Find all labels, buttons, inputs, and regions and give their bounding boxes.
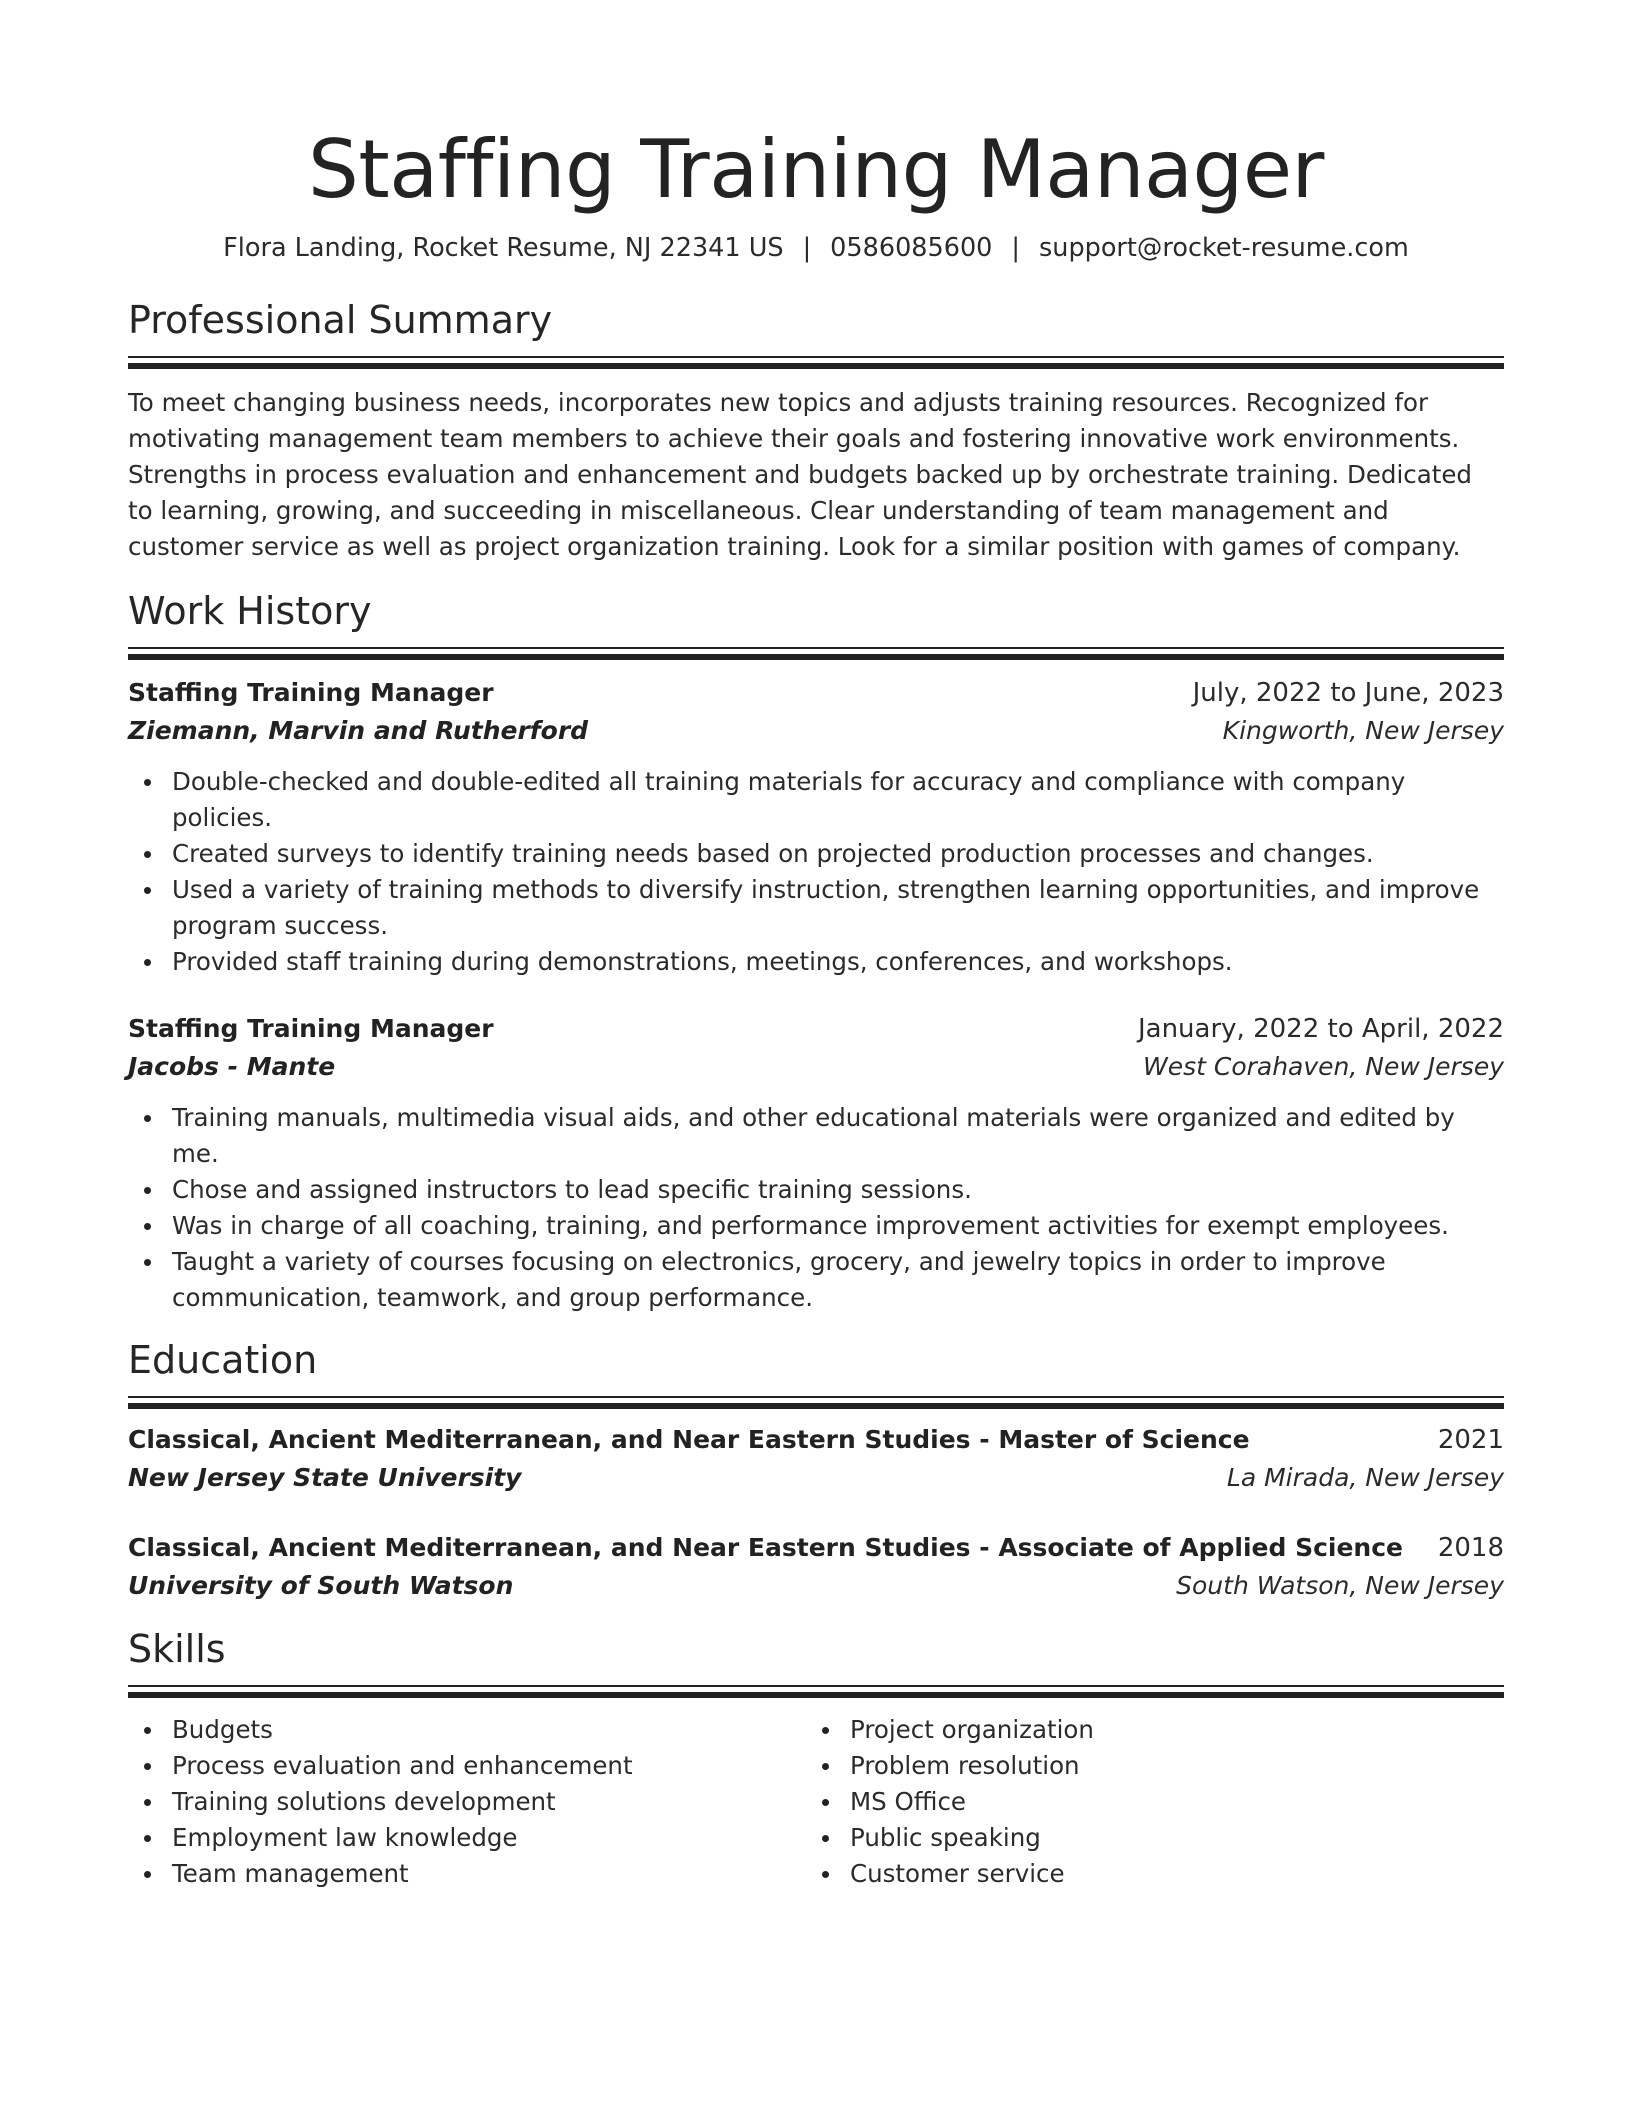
work-history-section: [128, 587, 1504, 1316]
skill-item: Process evaluation and enhancement: [128, 1748, 806, 1784]
school-location: La Mirada, New Jersey: [1226, 1463, 1504, 1492]
resume-page: [128, 120, 1504, 1892]
job-company: Ziemann, Marvin and Rutherford: [128, 716, 589, 745]
skill-item: Problem resolution: [806, 1748, 1484, 1784]
school-location: South Watson, New Jersey: [1176, 1571, 1504, 1600]
job-location: Kingworth, New Jersey: [1222, 716, 1504, 745]
contact-email: support@rocket-resume.com: [1039, 233, 1409, 263]
contact-separator: |: [802, 233, 812, 263]
list-item: Was in charge of all coaching, training, and performance improvement activities for exempt employees.: [128, 1208, 1504, 1244]
contact-separator: |: [1011, 233, 1021, 263]
job-bullets: [128, 1100, 1504, 1316]
education-entry: [128, 1421, 1504, 1497]
skills-column-left: [128, 1712, 806, 1892]
contact-address: Flora Landing, Rocket Resume, NJ 22341 US: [223, 233, 784, 263]
section-divider: [128, 1685, 1504, 1700]
contact-phone: 0586085600: [830, 233, 993, 263]
skill-item: Training solutions development: [128, 1784, 806, 1820]
summary-text: To meet changing business needs, incorporates new topics and adjusts training resources. Recognized for motivating management team members to achieve their goals and fostering innovative work environments. Strengths in process evaluation and enhancement and budgets backed up by orchestrate training. Dedicated to learning, growing, and succeeding in miscellaneous. Clear understanding of team management and customer service as well as project organization training. Look for a similar position with games of company.: [128, 388, 1472, 561]
job-title: Staffing Training Manager: [128, 678, 494, 707]
list-item: Double-checked and double-edited all training materials for accuracy and compliance with company policies.: [128, 764, 1504, 836]
skills-heading: Skills: [128, 1627, 226, 1671]
skills-grid: [128, 1712, 1504, 1892]
section-divider: [128, 1396, 1504, 1411]
skill-item: Project organization: [806, 1712, 1484, 1748]
job-dates: July, 2022 to June, 2023: [1192, 678, 1504, 708]
education-section: [128, 1336, 1504, 1605]
list-item: Training manuals, multimedia visual aids, and other educational materials were organized and edited by me.: [128, 1100, 1504, 1172]
job-company: Jacobs - Mante: [128, 1052, 336, 1081]
graduation-year: 2018: [1437, 1533, 1504, 1563]
summary-heading: Professional Summary: [128, 298, 553, 342]
list-item: Used a variety of training methods to diversify instruction, strengthen learning opportunities, and improve program success.: [128, 872, 1504, 944]
graduation-year: 2021: [1437, 1425, 1504, 1455]
list-item: Provided staff training during demonstrations, meetings, conferences, and workshops.: [128, 944, 1504, 980]
skill-item: Public speaking: [806, 1820, 1484, 1856]
skill-item: Team management: [128, 1856, 806, 1892]
section-divider: [128, 356, 1504, 371]
contact-line: [128, 230, 1504, 266]
job-bullets: [128, 764, 1504, 980]
summary-section: [128, 296, 1504, 565]
skill-item: Budgets: [128, 1712, 806, 1748]
skills-column-right: [806, 1712, 1484, 1892]
job-title: Staffing Training Manager: [128, 1014, 494, 1043]
degree: Classical, Ancient Mediterranean, and Near Eastern Studies - Master of Science: [128, 1425, 1250, 1454]
job-location: West Corahaven, New Jersey: [1142, 1052, 1504, 1081]
skill-item: MS Office: [806, 1784, 1484, 1820]
skills-section: [128, 1625, 1504, 1892]
job-dates: January, 2022 to April, 2022: [1137, 1014, 1504, 1044]
skill-item: Employment law knowledge: [128, 1820, 806, 1856]
work-history-heading: Work History: [128, 589, 372, 633]
job-entry: [128, 674, 1504, 980]
resume-title: Staffing Training Manager: [308, 123, 1324, 216]
list-item: Chose and assigned instructors to lead specific training sessions.: [128, 1172, 1504, 1208]
list-item: Taught a variety of courses focusing on electronics, grocery, and jewelry topics in order to improve communication, teamwork, and group performance.: [128, 1244, 1504, 1316]
degree: Classical, Ancient Mediterranean, and Near Eastern Studies - Associate of Applied Science: [128, 1533, 1403, 1562]
school-name: New Jersey State University: [128, 1463, 522, 1492]
school-name: University of South Watson: [128, 1571, 514, 1600]
job-entry: [128, 1010, 1504, 1316]
list-item: Created surveys to identify training needs based on projected production processes and changes.: [128, 836, 1504, 872]
education-heading: Education: [128, 1338, 318, 1382]
section-divider: [128, 647, 1504, 662]
skill-item: Customer service: [806, 1856, 1484, 1892]
education-entry: [128, 1529, 1504, 1605]
